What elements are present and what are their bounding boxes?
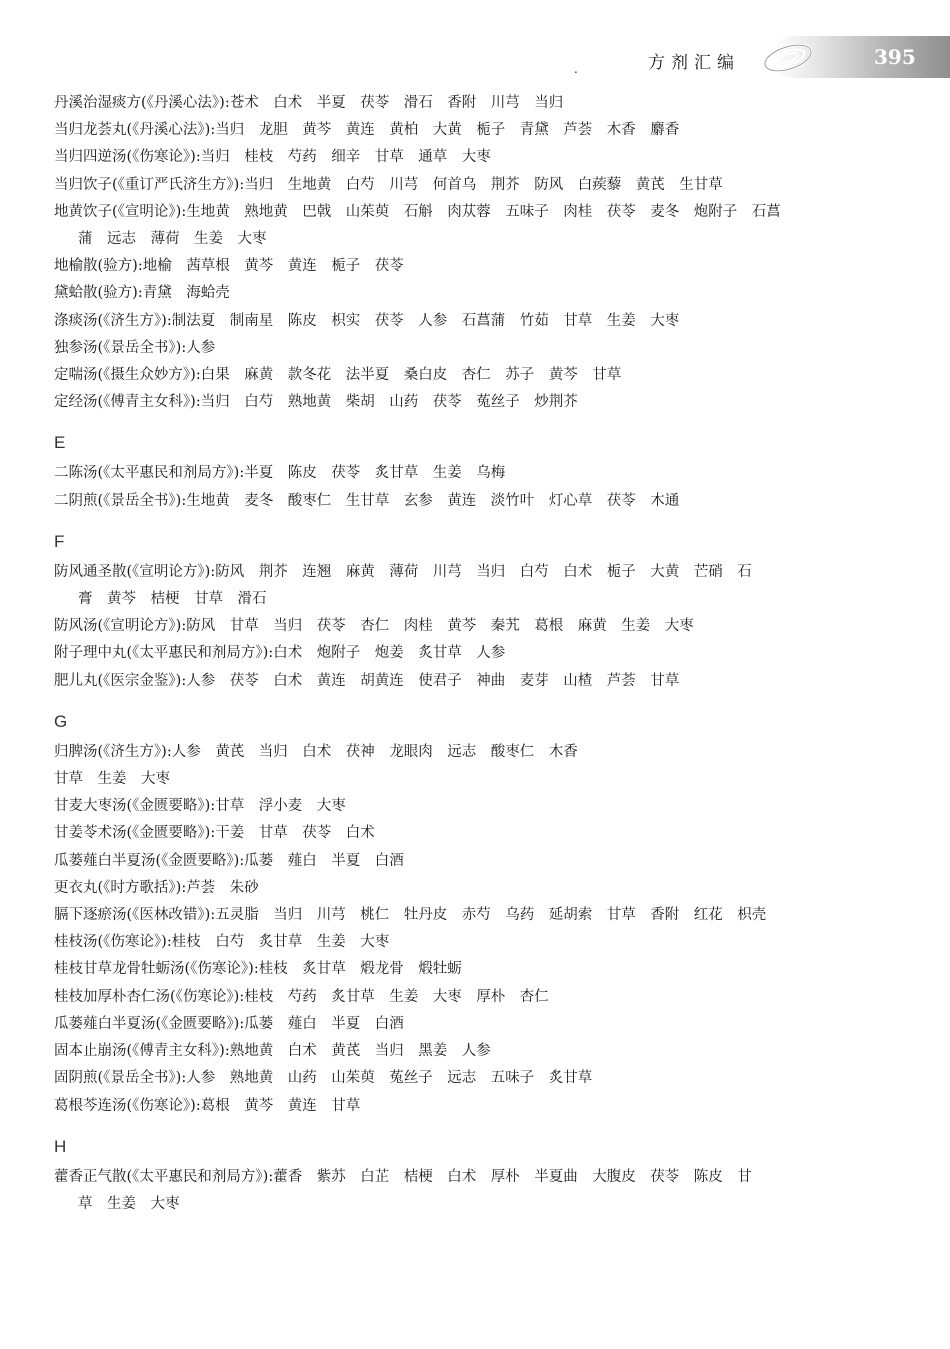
section-letter: H — [54, 1136, 67, 1156]
formula-ingredients-continued: 膏 黄芩 桔梗 甘草 滑石 — [78, 591, 267, 608]
page-header — [640, 36, 950, 80]
formula-entry — [52, 984, 902, 1011]
formula-ingredients: 人参 熟地黄 山药 山茱萸 菟丝子 远志 五味子 炙甘草 — [186, 1070, 593, 1087]
formula-entry — [52, 199, 902, 253]
formula-ingredients: 防风 荆芥 连翘 麻黄 薄荷 川芎 当归 白芍 白术 栀子 大黄 芒硝 石 — [215, 563, 752, 580]
formula-entry — [52, 488, 902, 515]
formula-ingredients: 五灵脂 当归 川芎 桃仁 牡丹皮 赤芍 乌药 延胡索 甘草 香附 红花 枳壳 — [215, 907, 767, 924]
formula-ingredients: 当归 桂枝 芍药 细辛 甘草 通草 大枣 — [200, 149, 491, 166]
formula-entry — [52, 1093, 902, 1120]
formula-name: 更衣丸(《时方歌括》): — [54, 879, 187, 896]
formula-entry — [52, 1065, 902, 1092]
formula-entry — [52, 559, 902, 613]
stray-dot: . — [574, 62, 578, 76]
formula-ingredients: 葛根 黄芩 黄连 甘草 — [200, 1097, 361, 1114]
section-e — [52, 426, 902, 514]
formula-index — [52, 90, 902, 1222]
formula-name: 防风通圣散(《宣明论方》): — [54, 563, 216, 580]
formula-name: 附子理中丸(《太平惠民和剂局方》): — [54, 645, 274, 662]
formula-entry — [52, 172, 902, 199]
section-f — [52, 525, 902, 695]
formula-name: 防风汤(《宣明论方》): — [54, 618, 187, 635]
formula-ingredients: 苍术 白术 半夏 茯苓 滑石 香附 川芎 当归 — [229, 95, 564, 111]
formula-ingredients: 瓜蒌 薤白 半夏 白酒 — [244, 852, 404, 869]
section-letter: G — [54, 711, 68, 731]
formula-name: 甘麦大枣汤(《金匮要略》): — [54, 798, 216, 815]
formula-entry — [52, 820, 902, 847]
section-letter: E — [54, 433, 66, 453]
formula-name: 归脾汤(《济生方》): — [54, 743, 172, 760]
formula-ingredients: 人参 茯苓 白术 黄连 胡黄连 使君子 神曲 麦芽 山楂 芦荟 甘草 — [186, 672, 680, 689]
formula-name: 地黄饮子(《宣明论》): — [54, 203, 187, 220]
formula-ingredients: 青黛 海蛤壳 — [142, 285, 230, 302]
formula-entry — [52, 1038, 902, 1065]
formula-name: 瓜蒌薤白半夏汤(《金匮要略》): — [54, 1015, 245, 1032]
formula-ingredients: 桂枝 白芍 炙甘草 生姜 大枣 — [171, 934, 390, 951]
formula-name: 肥儿丸(《医宗金鉴》): — [54, 672, 187, 689]
formula-name: 固阴煎(《景岳全书》): — [54, 1070, 187, 1087]
formula-ingredients: 人参 黄芪 当归 白术 茯神 龙眼肉 远志 酸枣仁 木香 — [171, 743, 578, 760]
formula-ingredients-continued: 蒲 远志 薄荷 生姜 大枣 — [78, 231, 267, 248]
formula-ingredients: 白术 炮附子 炮姜 炙甘草 人参 — [273, 645, 506, 662]
formula-entry — [52, 308, 902, 335]
formula-entry — [52, 848, 902, 875]
formula-ingredients: 藿香 紫苏 白芷 桔梗 白术 厚朴 半夏曲 大腹皮 茯苓 陈皮 甘 — [273, 1168, 752, 1185]
formula-entry — [52, 793, 902, 820]
formula-entry — [52, 335, 902, 362]
formula-ingredients: 瓜蒌 薤白 半夏 白酒 — [244, 1015, 404, 1032]
formula-name: 黛蛤散(验方): — [54, 285, 143, 302]
formula-ingredients: 桂枝 芍药 炙甘草 生姜 大枣 厚朴 杏仁 — [244, 988, 549, 1005]
formula-entry — [52, 362, 902, 389]
formula-name: 地榆散(验方): — [54, 258, 143, 275]
formula-entry — [52, 1011, 902, 1038]
formula-entry — [52, 1164, 902, 1218]
formula-name: 二阴煎(《景岳全书》): — [54, 492, 187, 509]
page-number: 395 — [874, 45, 916, 69]
formula-entry — [52, 90, 902, 117]
formula-entry — [52, 668, 902, 695]
formula-name: 独参汤(《景岳全书》): — [54, 339, 187, 356]
formula-ingredients: 当归 龙胆 黄芩 黄连 黄柏 大黄 栀子 青黛 芦荟 木香 麝香 — [215, 122, 680, 139]
formula-ingredients: 当归 生地黄 白芍 川芎 何首乌 荆芥 防风 白蒺藜 黄芪 生甘草 — [244, 176, 723, 193]
formula-ingredients: 地榆 茜草根 黄芩 黄连 栀子 茯苓 — [142, 258, 404, 275]
formula-ingredients: 制法夏 制南星 陈皮 枳实 茯苓 人参 石菖蒲 竹茹 甘草 生姜 大枣 — [171, 312, 680, 329]
formula-entry — [52, 929, 902, 956]
formula-entry — [52, 640, 902, 667]
formula-ingredients: 人参 — [186, 339, 216, 356]
formula-name: 丹溪治湿痰方(《丹溪心法》): — [54, 95, 230, 111]
formula-ingredients: 白果 麻黄 款冬花 法半夏 桑白皮 杏仁 苏子 黄芩 甘草 — [200, 367, 622, 384]
formula-ingredients: 生地黄 熟地黄 巴戟 山茱萸 石斛 肉苁蓉 五味子 肉桂 茯苓 麦冬 炮附子 石菖 — [186, 203, 781, 220]
formula-ingredients-continued: 甘草 生姜 大枣 — [54, 771, 170, 788]
formula-name: 定经汤(《傅青主女科》): — [54, 394, 201, 411]
section-g — [52, 705, 902, 1120]
formula-name: 当归龙荟丸(《丹溪心法》): — [54, 122, 216, 139]
formula-ingredients: 防风 甘草 当归 茯苓 杏仁 肉桂 黄芩 秦艽 葛根 麻黄 生姜 大枣 — [186, 618, 694, 635]
formula-entry — [52, 956, 902, 983]
formula-name: 瓜蒌薤白半夏汤(《金匮要略》): — [54, 852, 245, 869]
formula-entry — [52, 875, 902, 902]
swirl-logo-icon — [760, 40, 816, 76]
formula-entry — [52, 389, 902, 416]
formula-name: 涤痰汤(《济生方》): — [54, 312, 172, 329]
formula-ingredients: 半夏 陈皮 茯苓 炙甘草 生姜 乌梅 — [244, 465, 506, 482]
formula-entry — [52, 117, 902, 144]
formula-ingredients: 桂枝 炙甘草 煅龙骨 煅牡蛎 — [258, 961, 462, 978]
formula-name: 当归饮子(《重订严氏济生方》): — [54, 176, 245, 193]
section-d — [52, 90, 902, 416]
formula-name: 当归四逆汤(《伤寒论》): — [54, 149, 201, 166]
formula-ingredients-continued: 草 生姜 大枣 — [78, 1195, 180, 1212]
running-title: 方剂汇编 — [648, 53, 740, 73]
formula-ingredients: 干姜 甘草 茯苓 白术 — [215, 825, 375, 842]
formula-name: 定喘汤(《摄生众妙方》): — [54, 367, 201, 384]
formula-ingredients: 当归 白芍 熟地黄 柴胡 山药 茯苓 菟丝子 炒荆芥 — [200, 394, 578, 411]
formula-entry — [52, 460, 902, 487]
section-h — [52, 1130, 902, 1218]
formula-ingredients: 熟地黄 白术 黄芪 当归 黑姜 人参 — [229, 1043, 491, 1060]
formula-name: 藿香正气散(《太平惠民和剂局方》): — [54, 1168, 274, 1185]
formula-entry — [52, 144, 902, 171]
formula-entry — [52, 253, 902, 280]
formula-entry — [52, 739, 902, 793]
formula-entry — [52, 280, 902, 307]
formula-name: 桂枝甘草龙骨牡蛎汤(《伤寒论》): — [54, 961, 259, 978]
formula-name: 葛根芩连汤(《伤寒论》): — [54, 1097, 201, 1114]
formula-ingredients: 芦荟 朱砂 — [186, 879, 259, 896]
formula-entry — [52, 902, 902, 929]
formula-ingredients: 甘草 浮小麦 大枣 — [215, 798, 346, 815]
formula-ingredients: 生地黄 麦冬 酸枣仁 生甘草 玄参 黄连 淡竹叶 灯心草 茯苓 木通 — [186, 492, 680, 509]
formula-name: 桂枝加厚朴杏仁汤(《伤寒论》): — [54, 988, 245, 1005]
formula-name: 甘姜苓术汤(《金匮要略》): — [54, 825, 216, 842]
formula-entry — [52, 613, 902, 640]
section-letter: F — [54, 531, 65, 551]
formula-name: 膈下逐瘀汤(《医林改错》): — [54, 907, 216, 924]
formula-name: 桂枝汤(《伤寒论》): — [54, 934, 172, 951]
formula-name: 二陈汤(《太平惠民和剂局方》): — [54, 465, 245, 482]
formula-name: 固本止崩汤(《傅青主女科》): — [54, 1043, 230, 1060]
